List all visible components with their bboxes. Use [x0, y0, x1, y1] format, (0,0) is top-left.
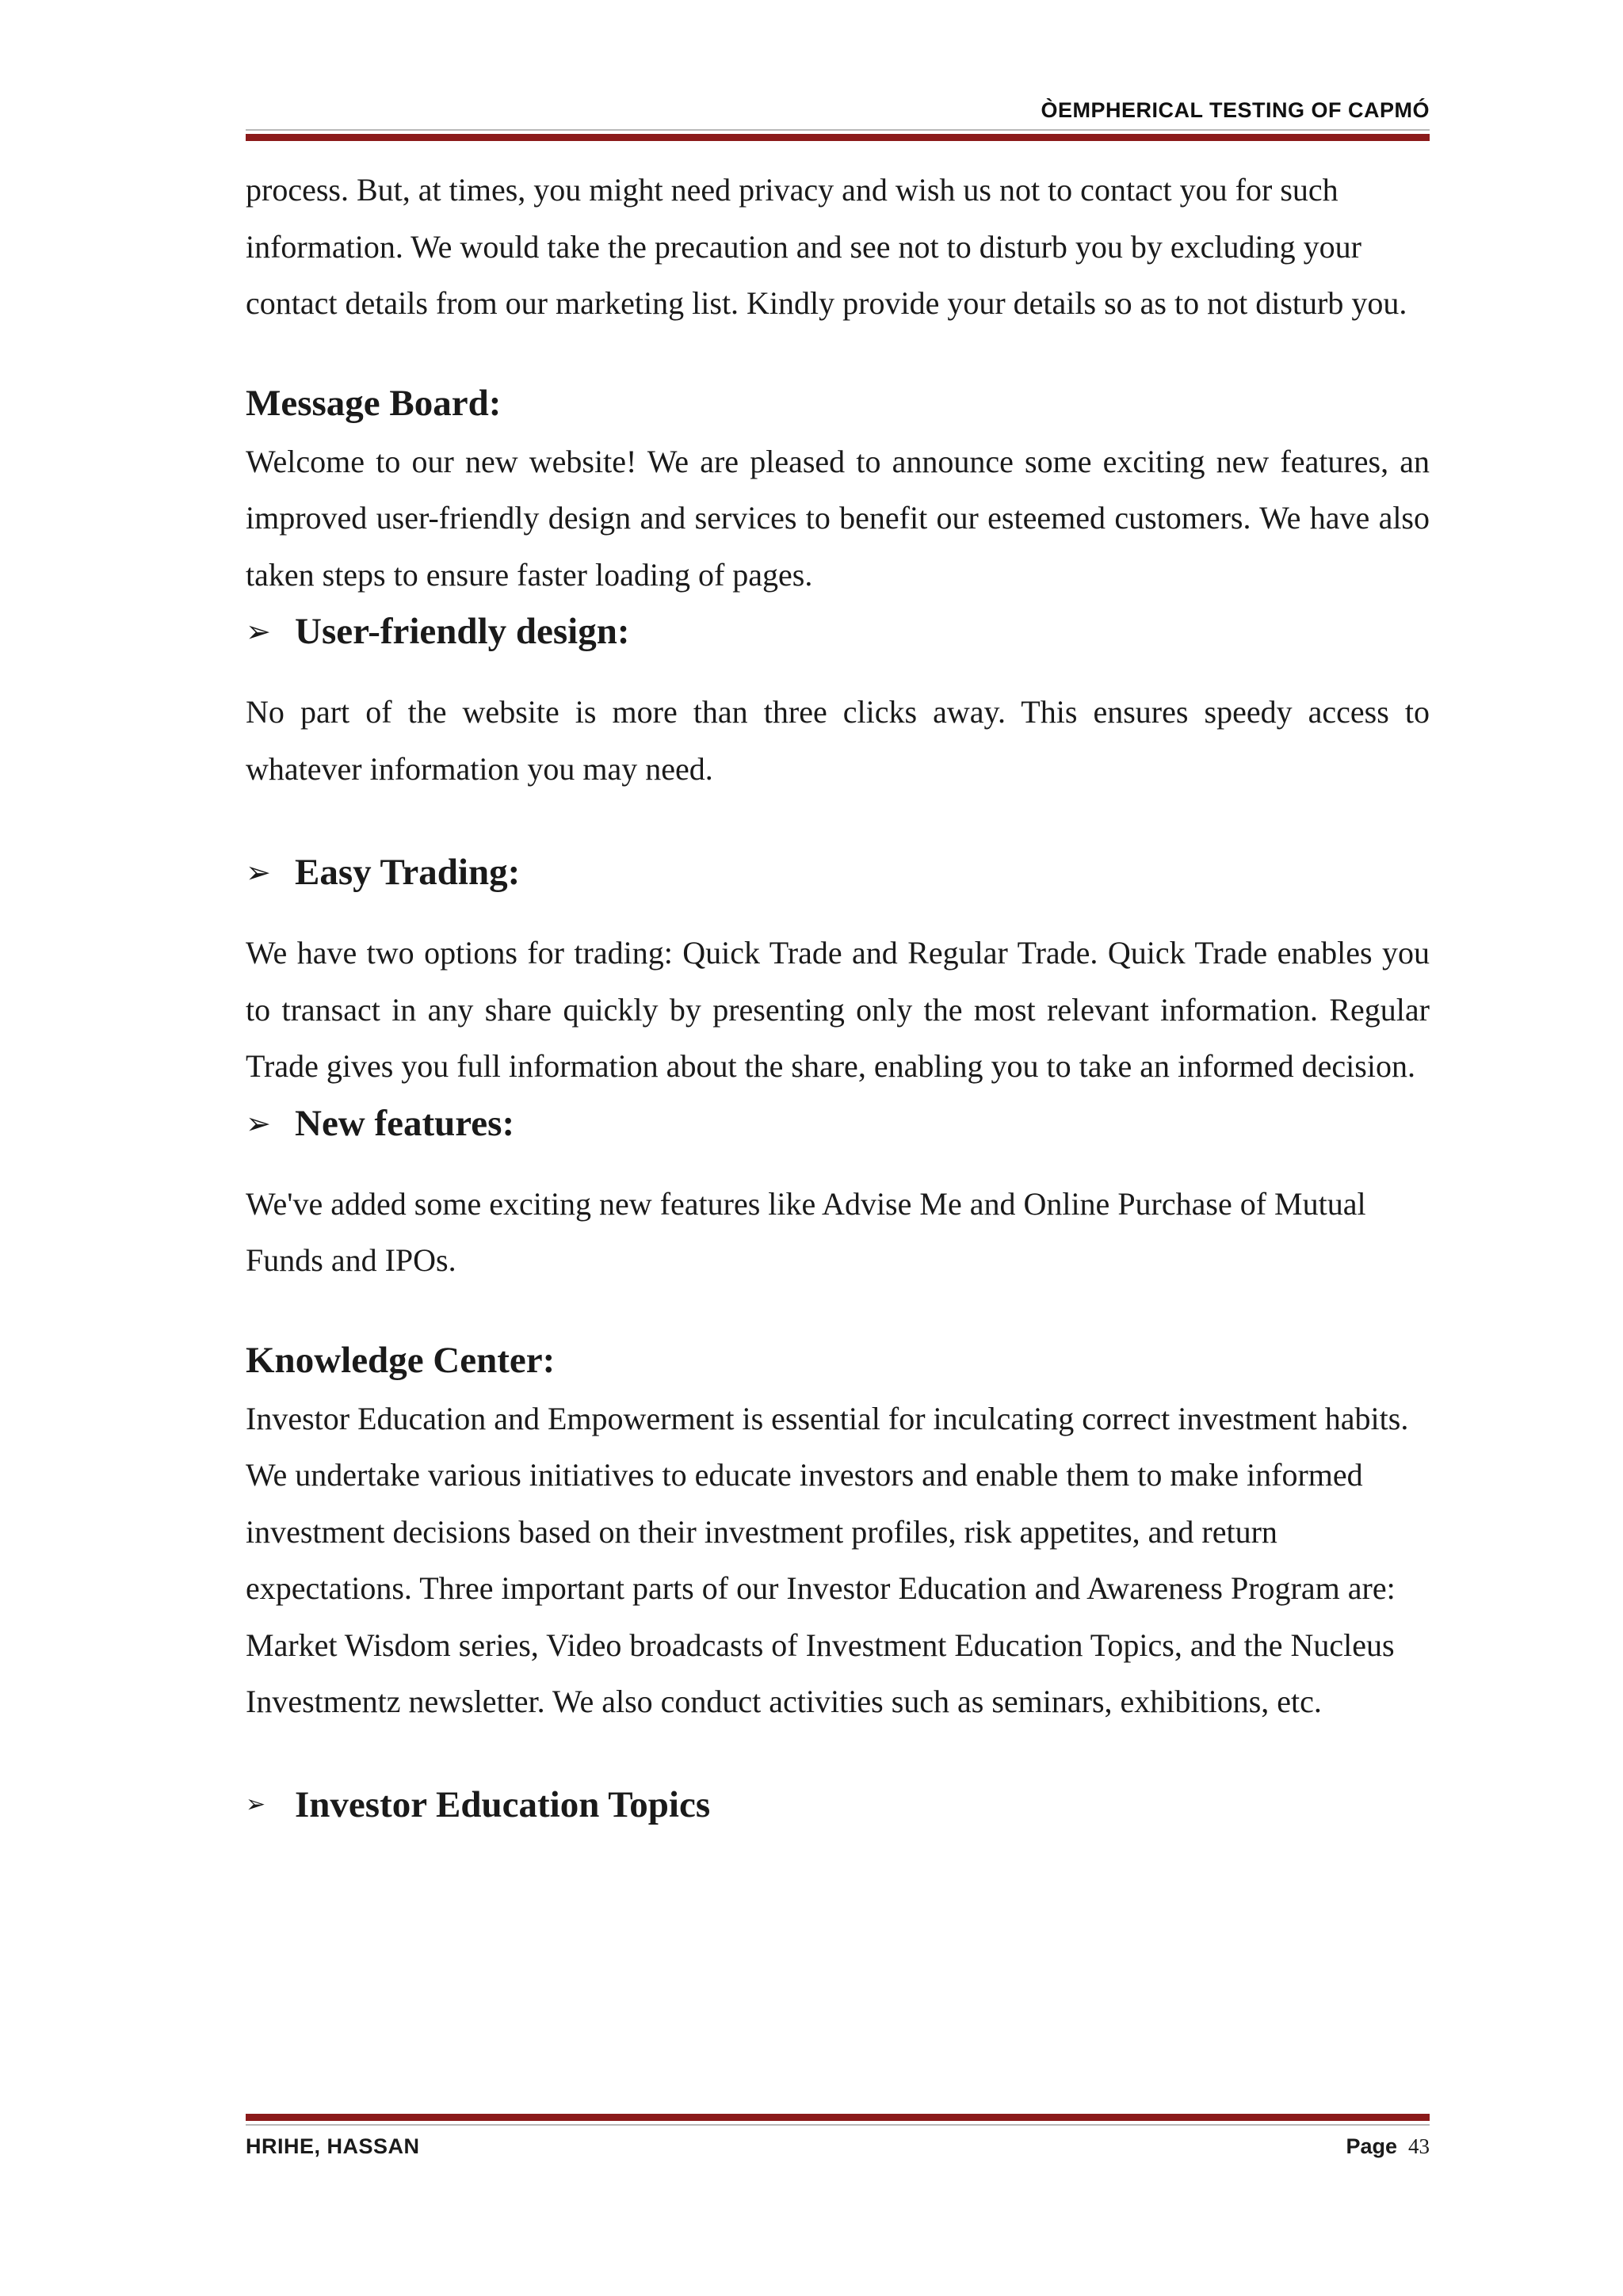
arrow-bullet-icon: ➢: [246, 855, 271, 890]
footer-author: HRIHE, HASSAN: [246, 2134, 420, 2158]
new-features-heading-text: New features:: [295, 1102, 515, 1144]
page-number: 43: [1408, 2134, 1430, 2158]
easy-trading-heading-text: Easy Trading:: [295, 852, 521, 893]
user-friendly-heading: [246, 608, 1430, 655]
easy-trading-paragraph: We have two options for trading: Quick Trade and Regular Trade. Quick Trade enables you to transact in any share quickly by presenting only the most relevant information. Regular Trade gives you full information about the share, enabling you to take an informed decision.: [246, 935, 1430, 1084]
arrow-bullet-icon: ➢: [246, 1105, 271, 1141]
footer-bar: [246, 2134, 1430, 2159]
arrow-bullet-icon: ➢: [246, 1790, 266, 1818]
running-header-title: ÒEMPHERICAL TESTING OF CAPMÓ: [1041, 98, 1430, 122]
user-friendly-heading-text: User-friendly design:: [295, 611, 630, 652]
new-features-paragraph: We've added some exciting new features like Advise Me and Online Purchase of Mutual Funds and IPOs.: [246, 1185, 1366, 1278]
header-rule-thin: [246, 129, 1430, 131]
intro-paragraph: process. But, at times, you might need privacy and wish us not to contact you for such information. We would take the precaution and see not to disturb you by excluding your contact details from our marketing list. Kindly provide your details so as to not disturb you.: [246, 172, 1407, 321]
page-body: [246, 162, 1430, 1829]
investor-topics-heading: [246, 1781, 1430, 1829]
header-rule-thick: [246, 134, 1430, 141]
investor-topics-heading-text: Investor Education Topics: [295, 1783, 711, 1825]
user-friendly-paragraph: No part of the website is more than three clicks away. This ensures speedy access to whatever information you may need.: [246, 694, 1430, 787]
arrow-bullet-icon: ➢: [246, 614, 271, 649]
knowledge-center-heading: Knowledge Center:: [246, 1339, 556, 1381]
message-board-paragraph: Welcome to our new website! We are pleased to announce some exciting new features, an improved user-friendly design and services to benefit our esteemed customers. We have also taken steps to ensure faster loading of pages.: [246, 443, 1430, 593]
page-label: Page: [1346, 2134, 1397, 2158]
knowledge-center-paragraph: Investor Education and Empowerment is essential for inculcating correct investment habits. We undertake various initiatives to educate investors and enable them to make informed investment decisions based on their investment profiles, risk appetites, and return expectations. Three important parts of our Investor Education and Awareness Program are: Market Wisdom series, Video broadcasts of Investment Education Topics, and the Nucleus Investmentz newsletter. We also conduct activities such as seminars, exhibitions, etc.: [246, 1400, 1409, 1719]
new-features-heading: [246, 1100, 1430, 1147]
easy-trading-heading: [246, 849, 1430, 896]
footer-rule-thick: [246, 2114, 1430, 2121]
message-board-heading: Message Board:: [246, 382, 502, 424]
footer-page-indicator: [1346, 2134, 1430, 2159]
footer-rule-thin: [246, 2124, 1430, 2126]
